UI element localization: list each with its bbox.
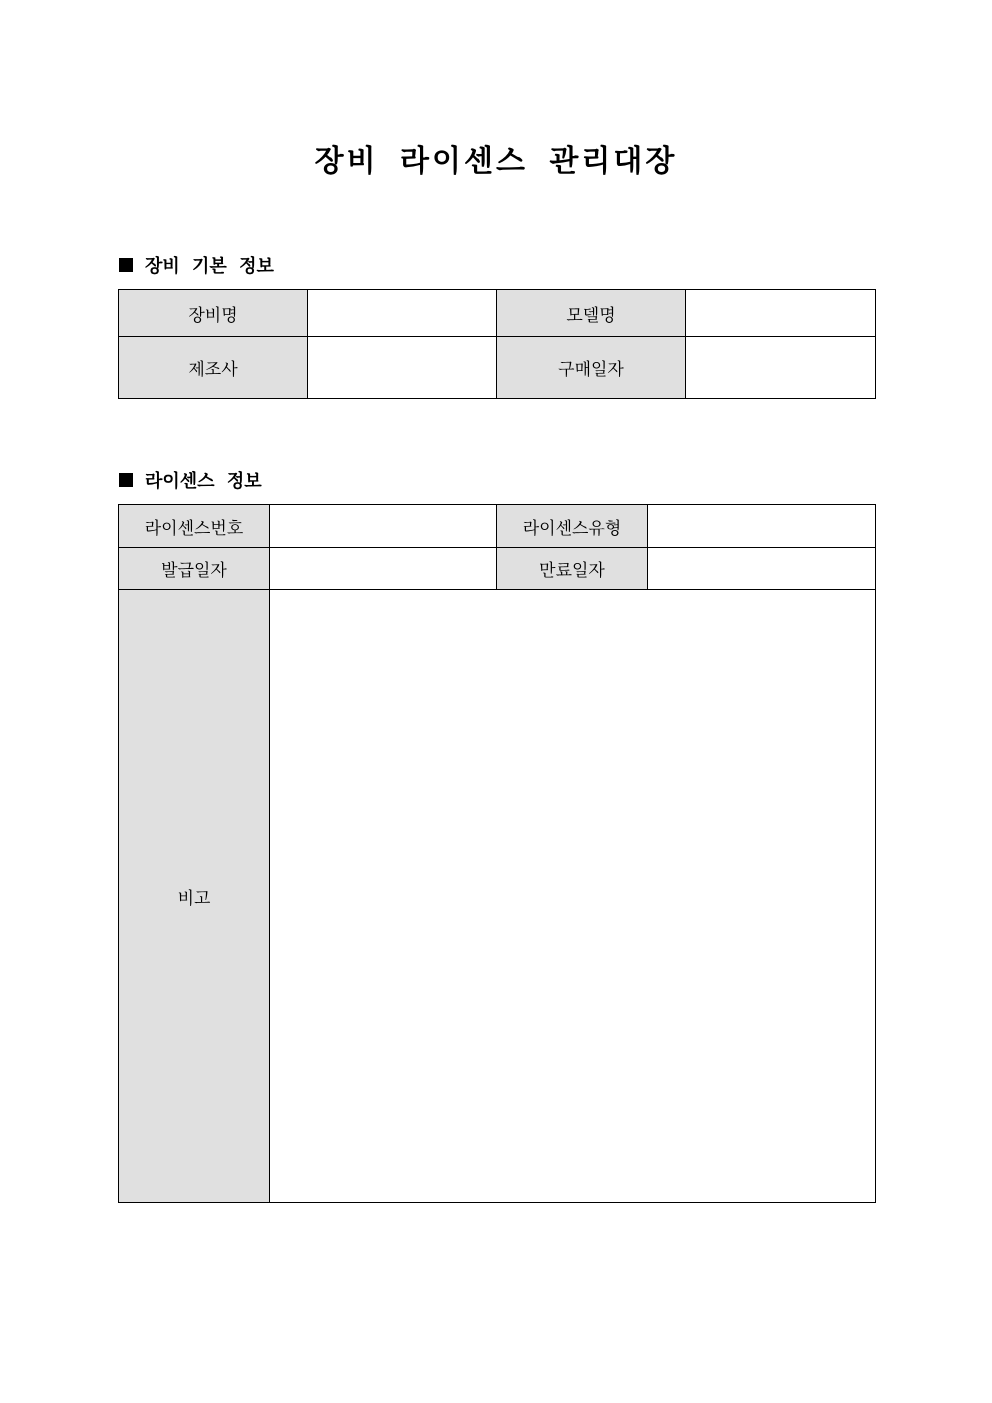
purchase-date-label: 구매일자 — [497, 337, 686, 399]
manufacturer-field[interactable] — [308, 337, 497, 399]
square-bullet-icon — [119, 473, 133, 487]
equipment-name-label: 장비명 — [119, 290, 308, 337]
table-row — [119, 290, 876, 337]
table-row — [119, 548, 876, 590]
table-row — [119, 337, 876, 399]
manufacturer-label: 제조사 — [119, 337, 308, 399]
equipment-section-heading-text: 장비 기본 정보 — [145, 256, 274, 277]
square-bullet-icon — [119, 258, 133, 272]
license-type-field[interactable] — [648, 505, 876, 548]
model-name-label: 모델명 — [497, 290, 686, 337]
remarks-label: 비고 — [119, 590, 270, 1203]
issue-date-label: 발급일자 — [119, 548, 270, 590]
license-section-heading — [119, 467, 262, 493]
table-row — [119, 505, 876, 548]
license-info-table — [118, 504, 876, 1203]
remarks-field[interactable] — [270, 590, 876, 1203]
equipment-name-field[interactable] — [308, 290, 497, 337]
license-section-heading-text: 라이센스 정보 — [145, 471, 262, 492]
model-name-field[interactable] — [686, 290, 876, 337]
issue-date-field[interactable] — [270, 548, 497, 590]
license-number-field[interactable] — [270, 505, 497, 548]
expiry-date-label: 만료일자 — [497, 548, 648, 590]
table-row — [119, 590, 876, 1203]
expiry-date-field[interactable] — [648, 548, 876, 590]
license-type-label: 라이센스유형 — [497, 505, 648, 548]
purchase-date-field[interactable] — [686, 337, 876, 399]
equipment-section-heading — [119, 252, 274, 278]
page-title: 장비 라이센스 관리대장 — [314, 144, 678, 179]
equipment-info-table — [118, 289, 876, 399]
license-number-label: 라이센스번호 — [119, 505, 270, 548]
